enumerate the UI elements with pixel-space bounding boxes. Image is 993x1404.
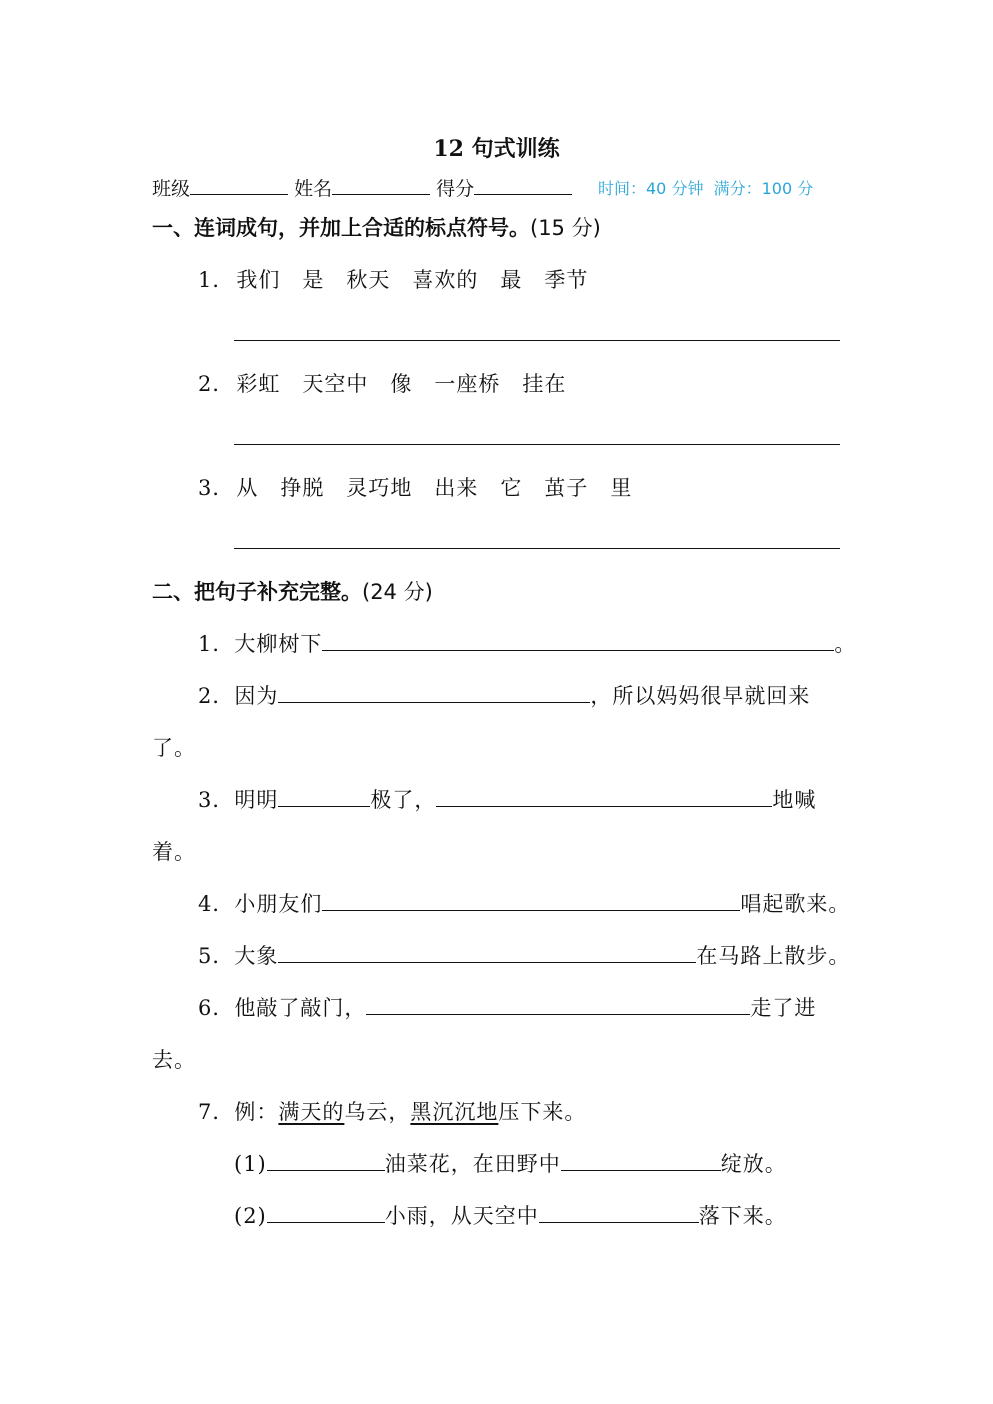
exam-meta: [598, 176, 813, 199]
s2-question-3-wrap: 着。: [152, 840, 196, 864]
s2-question-3: [198, 784, 816, 814]
word: 灵巧地: [346, 476, 413, 500]
section-2-score: (24 分): [362, 580, 433, 604]
word: 像: [390, 372, 413, 396]
sentence-end: 唱起歌来。: [740, 892, 851, 916]
section-1-score: (15 分): [530, 216, 601, 240]
sentence-middle: 油菜花，在田野中: [384, 1152, 561, 1176]
s1-question-1: [198, 264, 610, 294]
sentence-end: ，所以妈妈很早就回来: [590, 684, 811, 708]
s1-question-2: [198, 368, 588, 398]
s2-question-6: [198, 992, 816, 1022]
word: 挣脱: [280, 476, 325, 500]
info-line: [152, 174, 572, 201]
s1-question-3: [198, 472, 654, 502]
sentence-end: 落下来。: [698, 1204, 787, 1228]
fill-blank[interactable]: [561, 1152, 721, 1171]
question-number: 2．: [198, 372, 235, 396]
section-2-heading: [152, 576, 433, 606]
word: 我们: [236, 268, 281, 292]
example-underlined-2: 黑沉沉地: [410, 1100, 499, 1124]
s2-question-4: [198, 888, 850, 918]
word: 挂在: [522, 372, 567, 396]
fill-blank[interactable]: [278, 684, 590, 703]
fill-blank[interactable]: [278, 944, 696, 963]
s2-question-1: [198, 628, 856, 658]
word: 里: [610, 476, 633, 500]
page-title: 12 句式训练: [433, 136, 560, 162]
fill-blank[interactable]: [267, 1204, 385, 1223]
s2-question-7-sub-2: [234, 1200, 787, 1230]
sub-number: (1): [234, 1152, 267, 1176]
sentence-start: 大柳树下: [234, 632, 323, 656]
sentence-middle: 小雨，从天空中: [384, 1204, 539, 1228]
time-limit: 时间：40 分钟: [598, 179, 704, 198]
section-2-title: 二、把句子补充完整。: [152, 580, 362, 604]
question-number: 6．: [198, 996, 235, 1020]
fill-blank[interactable]: [322, 632, 834, 651]
word: 出来: [434, 476, 479, 500]
example-text-2: 压下来。: [498, 1100, 587, 1124]
sentence-start: 小朋友们: [234, 892, 323, 916]
full-score: 满分：100 分: [713, 179, 814, 198]
s1-answer-line-1[interactable]: [234, 340, 840, 341]
word: 它: [500, 476, 523, 500]
s2-question-7-sub-1: [234, 1148, 787, 1178]
sentence-start: 因为: [234, 684, 279, 708]
example-label: 例：: [234, 1100, 279, 1124]
score-label: 得分: [436, 178, 475, 200]
sentence-end: 地喊: [772, 788, 817, 812]
name-label: 姓名: [294, 178, 333, 200]
s1-answer-line-3[interactable]: [234, 548, 840, 549]
s2-question-5: [198, 940, 850, 970]
score-blank[interactable]: [474, 176, 572, 195]
s2-question-2: [198, 680, 810, 710]
question-number: 5．: [198, 944, 235, 968]
word: 一座桥: [434, 372, 501, 396]
sentence-middle: 极了，: [370, 788, 437, 812]
sentence-start: 明明: [234, 788, 279, 812]
s2-question-7: [198, 1096, 586, 1126]
s1-answer-line-2[interactable]: [234, 444, 840, 445]
word: 最: [500, 268, 523, 292]
sentence-end: 绽放。: [720, 1152, 787, 1176]
question-number: 7．: [198, 1100, 235, 1124]
word: 季节: [544, 268, 589, 292]
question-number: 3．: [198, 788, 235, 812]
question-number: 1．: [198, 268, 235, 292]
sentence-end: 在马路上散步。: [696, 944, 851, 968]
word: 是: [302, 268, 325, 292]
fill-blank[interactable]: [539, 1204, 699, 1223]
question-number: 1．: [198, 632, 235, 656]
s2-question-6-wrap: 去。: [152, 1048, 196, 1072]
word: 喜欢的: [412, 268, 479, 292]
class-label: 班级: [152, 178, 191, 200]
sub-number: (2): [234, 1204, 267, 1228]
fill-blank[interactable]: [322, 892, 740, 911]
section-1-heading: [152, 212, 601, 242]
question-number: 2．: [198, 684, 235, 708]
example-underlined-1: 满天的: [278, 1100, 345, 1124]
word: 从: [236, 476, 259, 500]
fill-blank[interactable]: [267, 1152, 385, 1171]
class-blank[interactable]: [190, 176, 288, 195]
word: 秋天: [346, 268, 391, 292]
example-text-1: 乌云，: [344, 1100, 411, 1124]
sentence-end: 走了进: [750, 996, 817, 1020]
fill-blank[interactable]: [436, 788, 772, 807]
fill-blank[interactable]: [278, 788, 370, 807]
question-number: 4．: [198, 892, 235, 916]
sentence-start: 大象: [234, 944, 279, 968]
section-1-title: 一、连词成句，并加上合适的标点符号。: [152, 216, 530, 240]
s2-question-2-wrap: 了。: [152, 736, 196, 760]
name-blank[interactable]: [332, 176, 430, 195]
sentence-start: 他敲了敲门，: [234, 996, 367, 1020]
question-number: 3．: [198, 476, 235, 500]
fill-blank[interactable]: [366, 996, 750, 1015]
sentence-end: 。: [834, 632, 857, 656]
word: 彩虹: [236, 372, 281, 396]
word: 天空中: [302, 372, 369, 396]
word: 茧子: [544, 476, 589, 500]
